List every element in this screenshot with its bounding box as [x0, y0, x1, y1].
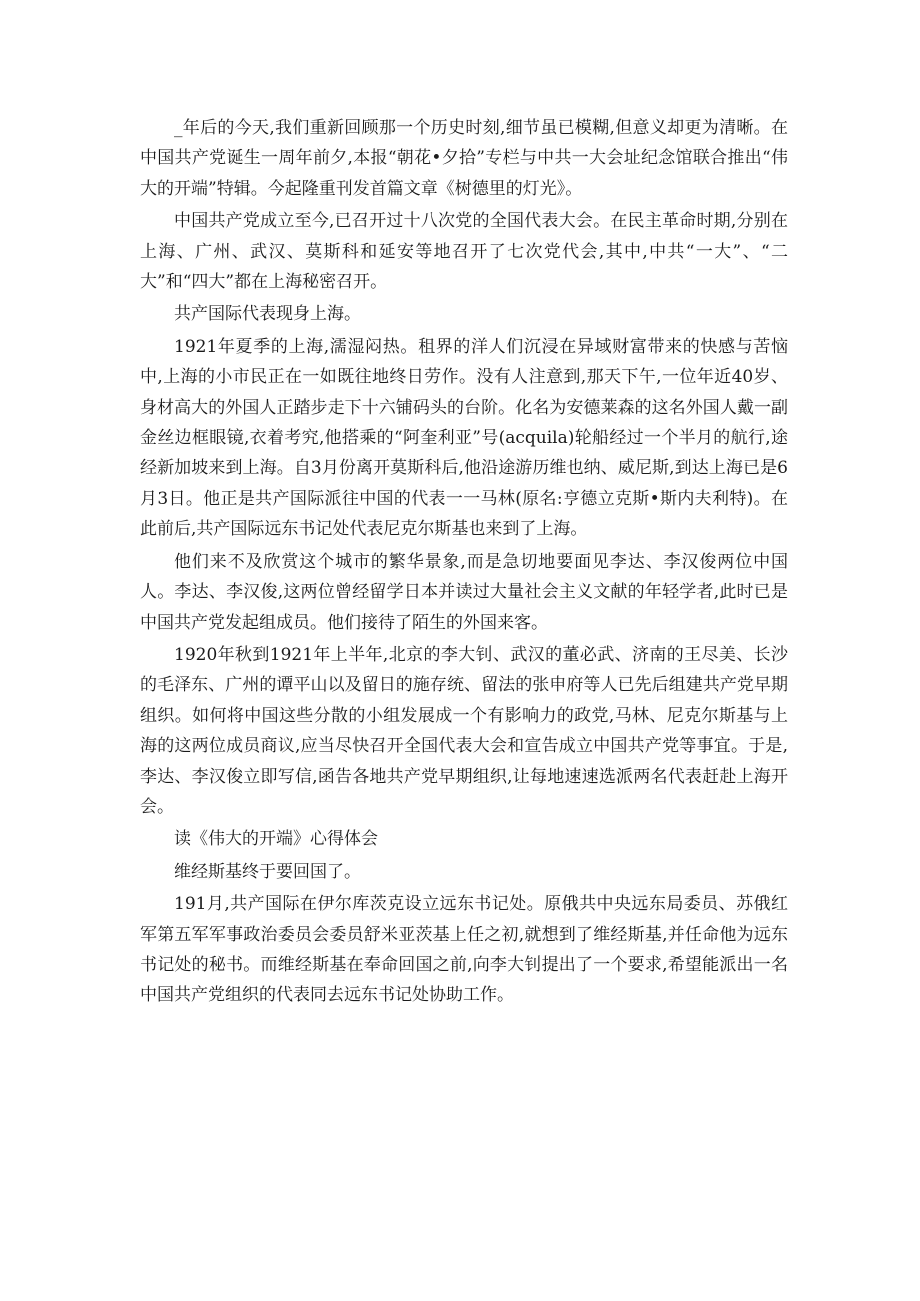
- paragraph-voitinsky-return: 维经斯基终于要回国了。: [174, 861, 361, 882]
- paragraph-comintern-heading: 共产国际代表现身上海。: [174, 304, 361, 325]
- paragraph-reflection-title: 读《伟大的开端》心得体会: [174, 829, 378, 850]
- paragraph-far-east-bureau: 191月,共产国际在伊尔库茨克设立远东书记处。原俄共中央远东局委员、苏俄红军第五军军事政治委员会委员舒米亚茨基上任之初,就想到了维经斯基,并任命他为远东书记处的秘书。而维经斯基在奉命回国之前,向李大钊提出了一个要求,希望能派出一名中国共产党组织的代表同去远东书记处协助工作。: [140, 894, 788, 1006]
- paragraph-intro: _年后的今天,我们重新回顾那一个历史时刻,细节虽已模糊,但意义却更为清晰。在中国共产党诞生一周年前夕,本报“朝花•夕拾”专栏与中共一大会址纪念馆联合推出“伟大的开端”特辑。今起隆重刊发首篇文章《树德里的灯光》。: [140, 118, 788, 199]
- paragraph-congresses: 中国共产党成立至今,已召开过十八次党的全国代表大会。在民主革命时期,分别在上海、广州、武汉、莫斯科和延安等地召开了七次党代会,其中,中共“一大”、“二大”和“四大”都在上海秘密召开。: [140, 211, 788, 293]
- paragraph-early-groups: 1920年秋到1921年上半年,北京的李大钊、武汉的董必武、济南的王尽美、长沙的毛泽东、广州的谭平山以及留日的施存统、留法的张申府等人已先后组建共产党早期组织。如何将中国这些分散的小组发展成一个有影响力的政党,马林、尼克尔斯基与上海的这两位成员商议,应当尽快召开全国代表大会和宣告成立中国共产党等事宜。于是,李达、李汉俊立即写信,函告各地共产党早期组织,让每地速速选派两名代表赶赴上海开会。: [140, 644, 788, 817]
- paragraph-meeting-li: 他们来不及欣赏这个城市的繁华景象,而是急切地要面见李达、李汉俊两位中国人。李达、李汉俊,这两位曾经留学日本并读过大量社会主义文献的年轻学者,此时已是中国共产党发起组成员。他们接待了陌生的外国来客。: [140, 551, 788, 633]
- article-body: [140, 113, 788, 1013]
- paragraph-maring-arrival: 1921年夏季的上海,濡湿闷热。租界的洋人们沉浸在异域财富带来的快感与苦恼中,上海的小市民正在一如既往地终日劳作。没有人注意到,那天下午,一位年近40岁、身材高大的外国人正踏步走下十六铺码头的台阶。化名为安德莱森的这名外国人戴一副金丝边框眼镜,衣着考究,他搭乘的“阿奎利亚”号(acquila)轮船经过一个半月的航行,途经新加坡来到上海。自3月份离开莫斯科后,他沿途游历维也纳、威尼斯,到达上海已是6月3日。他正是共产国际派往中国的代表一一马林(原名:亨德立克斯•斯内夫利特)。在此前后,共产国际远东书记处代表尼克尔斯基也来到了上海。: [140, 336, 788, 540]
